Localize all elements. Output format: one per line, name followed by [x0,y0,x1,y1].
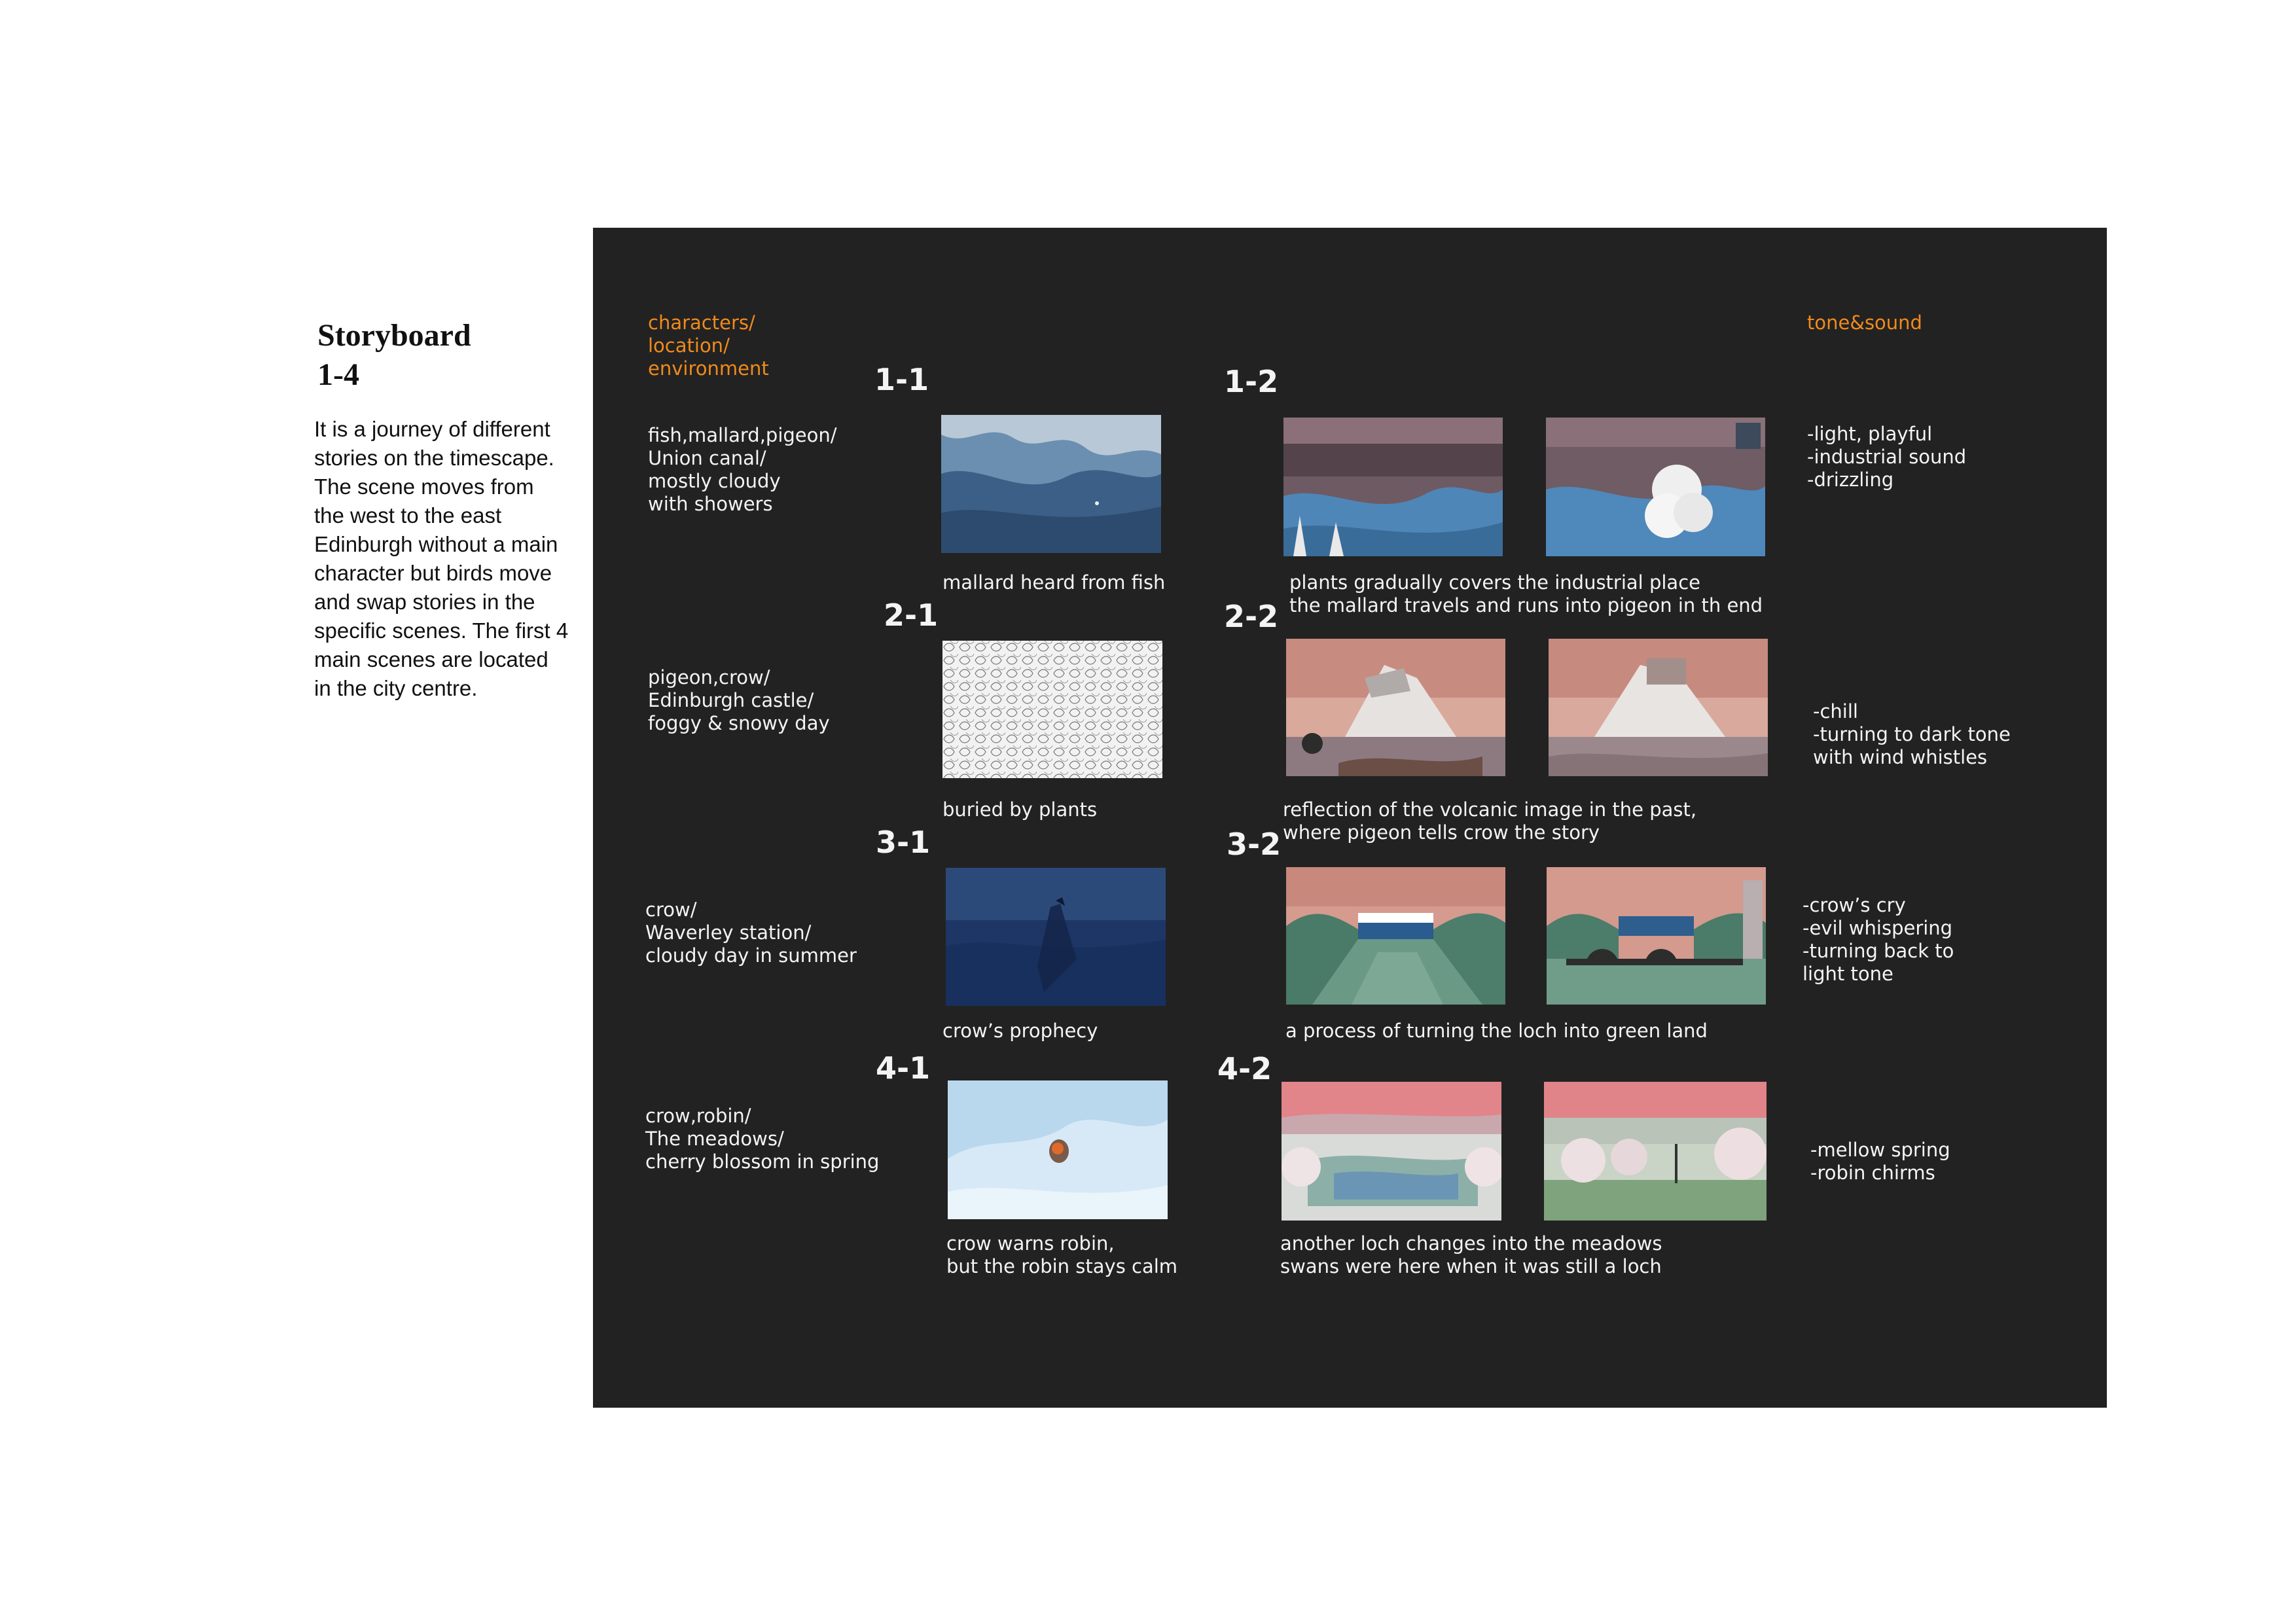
page-title [317,316,553,395]
row2-right-number: 2-2 [1224,599,1279,634]
row3-left-number: 3-1 [876,825,931,860]
frame-2-2a [1286,639,1505,776]
frame-2-1 [942,641,1162,778]
row4-left-caption: crow warns robin, but the robin stays calm [946,1232,1178,1277]
row1-left-number: 1-1 [874,362,929,397]
row3-right-caption: a process of turning the loch into green land [1285,1020,1708,1042]
row4-right-number: 4-2 [1217,1051,1272,1086]
intro-paragraph: It is a journey of different stories on the timescape. The scene moves from the west to the east Edinburgh without a main character but birds move and swap stories in the specific scenes. The first 4 main scenes are located in the city centre. [314,417,569,700]
row2-right-caption: reflection of the volcanic image in the past, where pigeon tells crow the story [1283,798,1697,844]
row2-left-caption: buried by plants [942,798,1098,821]
row3-tone: -crow’s cry -evil whispering -turning back to light tone [1803,894,1954,985]
row1-environment: fish,mallard,pigeon/ Union canal/ mostly cloudy with showers [648,424,837,515]
row1-left-caption: mallard heard from fish [942,571,1166,594]
header-tone-sound: tone&sound [1807,312,1922,334]
frame-1-1 [941,415,1161,553]
frame-3-2b [1547,867,1766,1005]
row1-right-caption: plants gradually covers the industrial place the mallard travels and runs into pigeon in th end [1289,571,1763,616]
frame-1-2b [1546,418,1765,556]
frame-4-1 [948,1080,1168,1219]
frame-4-2b [1544,1082,1767,1221]
frame-3-1 [946,868,1166,1006]
row3-right-number: 3-2 [1227,827,1282,862]
frame-4-2a [1282,1082,1501,1221]
row1-tone: -light, playful -industrial sound -drizzling [1807,423,1967,491]
row2-environment: pigeon,crow/ Edinburgh castle/ foggy & snowy day [648,666,830,734]
row2-left-number: 2-1 [884,597,939,633]
row3-environment: crow/ Waverley station/ cloudy day in summer [645,899,857,967]
storyboard-panel [593,228,2107,1408]
row2-tone: -chill -turning to dark tone with wind whistles [1813,700,2011,768]
title-line-2: 1-4 [317,357,359,392]
frame-3-2a [1286,867,1505,1005]
row4-left-number: 4-1 [876,1050,931,1086]
header-environment: characters/ location/ environment [648,312,769,380]
row4-environment: crow,robin/ The meadows/ cherry blossom in spring [645,1105,880,1173]
frame-1-2a [1283,418,1503,556]
row4-tone: -mellow spring -robin chirms [1810,1139,1950,1184]
row4-right-caption: another loch changes into the meadows swans were here when it was still a loch [1280,1232,1662,1277]
row1-right-number: 1-2 [1224,364,1279,399]
frame-2-2b [1549,639,1768,776]
title-line-1: Storyboard [317,318,471,353]
row3-left-caption: crow’s prophecy [942,1020,1098,1042]
